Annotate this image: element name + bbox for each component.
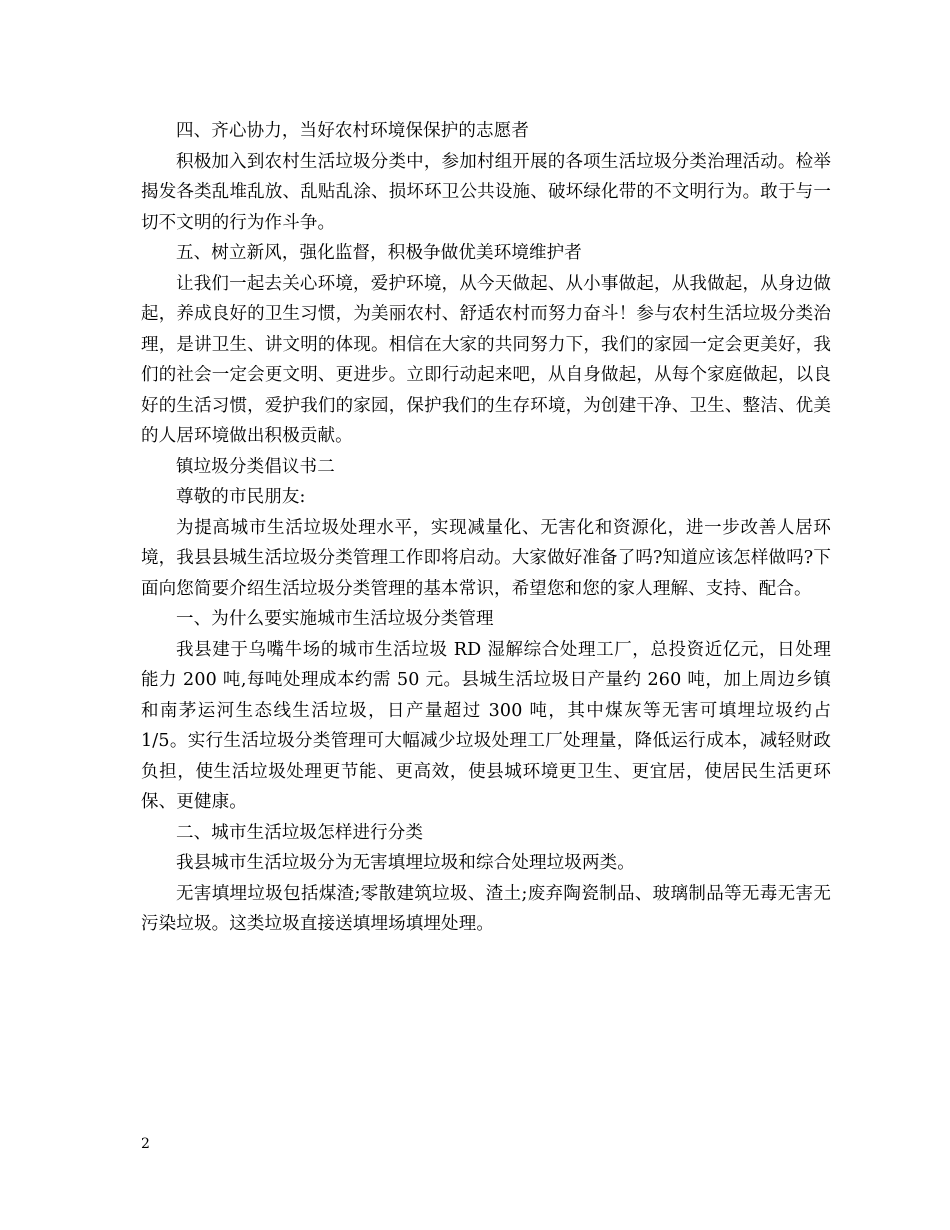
paragraph: 我县城市生活垃圾分为无害填埋垃圾和综合处理垃圾两类。 [176, 853, 635, 873]
paragraph: 无害填埋垃圾包括煤渣;零散建筑垃圾、渣土;废弃陶瓷制品、玻璃制品等无毒无害无污染垃圾。这类垃圾直接送填埋场填埋处理。 [141, 883, 831, 934]
page-number: 2 [141, 1136, 150, 1152]
paragraph: 为提高城市生活垃圾处理水平，实现减量化、无害化和资源化，进一步改善人居环境，我县县城生活垃圾分类管理工作即将启动。大家做好准备了吗?知道应该怎样做吗?下面向您简要介绍生活垃圾分类管理的基本常识，希望您和您的家人理解、支持、配合。 [141, 517, 831, 599]
document-subtitle: 镇垃圾分类倡议书二 [176, 456, 335, 477]
salutation: 尊敬的市民朋友: [176, 487, 306, 507]
paragraph: 让我们一起去关心环境，爱护环境，从今天做起、从小事做起，从我做起，从身边做起，养成良好的卫生习惯，为美丽农村、舒适农村而努力奋斗！参与农村生活垃圾分类治理，是讲卫生、讲文明的体现。相信在大家的共同努力下，我们的家园一定会更美好，我们的社会一定会更文明、更进步。立即行动起来吧，从自身做起，从每个家庭做起，以良好的生活习惯，爱护我们的家园，保护我们的生存环境，为创建干净、卫生、整洁、优美的人居环境做出积极贡献。 [141, 273, 831, 446]
section-heading-2: 二、城市生活垃圾怎样进行分类 [176, 822, 424, 843]
document-body [141, 116, 831, 940]
section-heading-4: 四、齐心协力，当好农村环境保保护的志愿者 [176, 121, 529, 141]
section-heading-5: 五、树立新风，强化监督，积极争做优美环境维护者 [176, 243, 582, 263]
section-heading-1: 一、为什么要实施城市生活垃圾分类管理 [176, 609, 494, 629]
paragraph: 我县建于乌嘴牛场的城市生活垃圾 RD 湿解综合处理工厂，总投资近亿元，日处理能力 200 吨,每吨处理成本约需 50 元。县城生活垃圾日产量约 260 吨，加上周边乡镇和南茅运河生态线生活垃圾，日产量超过 300 吨，其中煤灰等无害可填埋垃圾约占 1/5。实行生活垃圾分类管理可大幅减少垃圾处理工厂处理量，降低运行成本，减轻财政负担，使生活垃圾处理更节能、更高效，使县城环境更卫生、更宜居，使居民生活更环保、更健康。 [141, 639, 831, 812]
paragraph: 积极加入到农村生活垃圾分类中，参加村组开展的各项生活垃圾分类治理活动。检举揭发各类乱堆乱放、乱贴乱涂、损坏环卫公共设施、破坏绿化带的不文明行为。敢于与一切不文明的行为作斗争。 [141, 151, 831, 233]
